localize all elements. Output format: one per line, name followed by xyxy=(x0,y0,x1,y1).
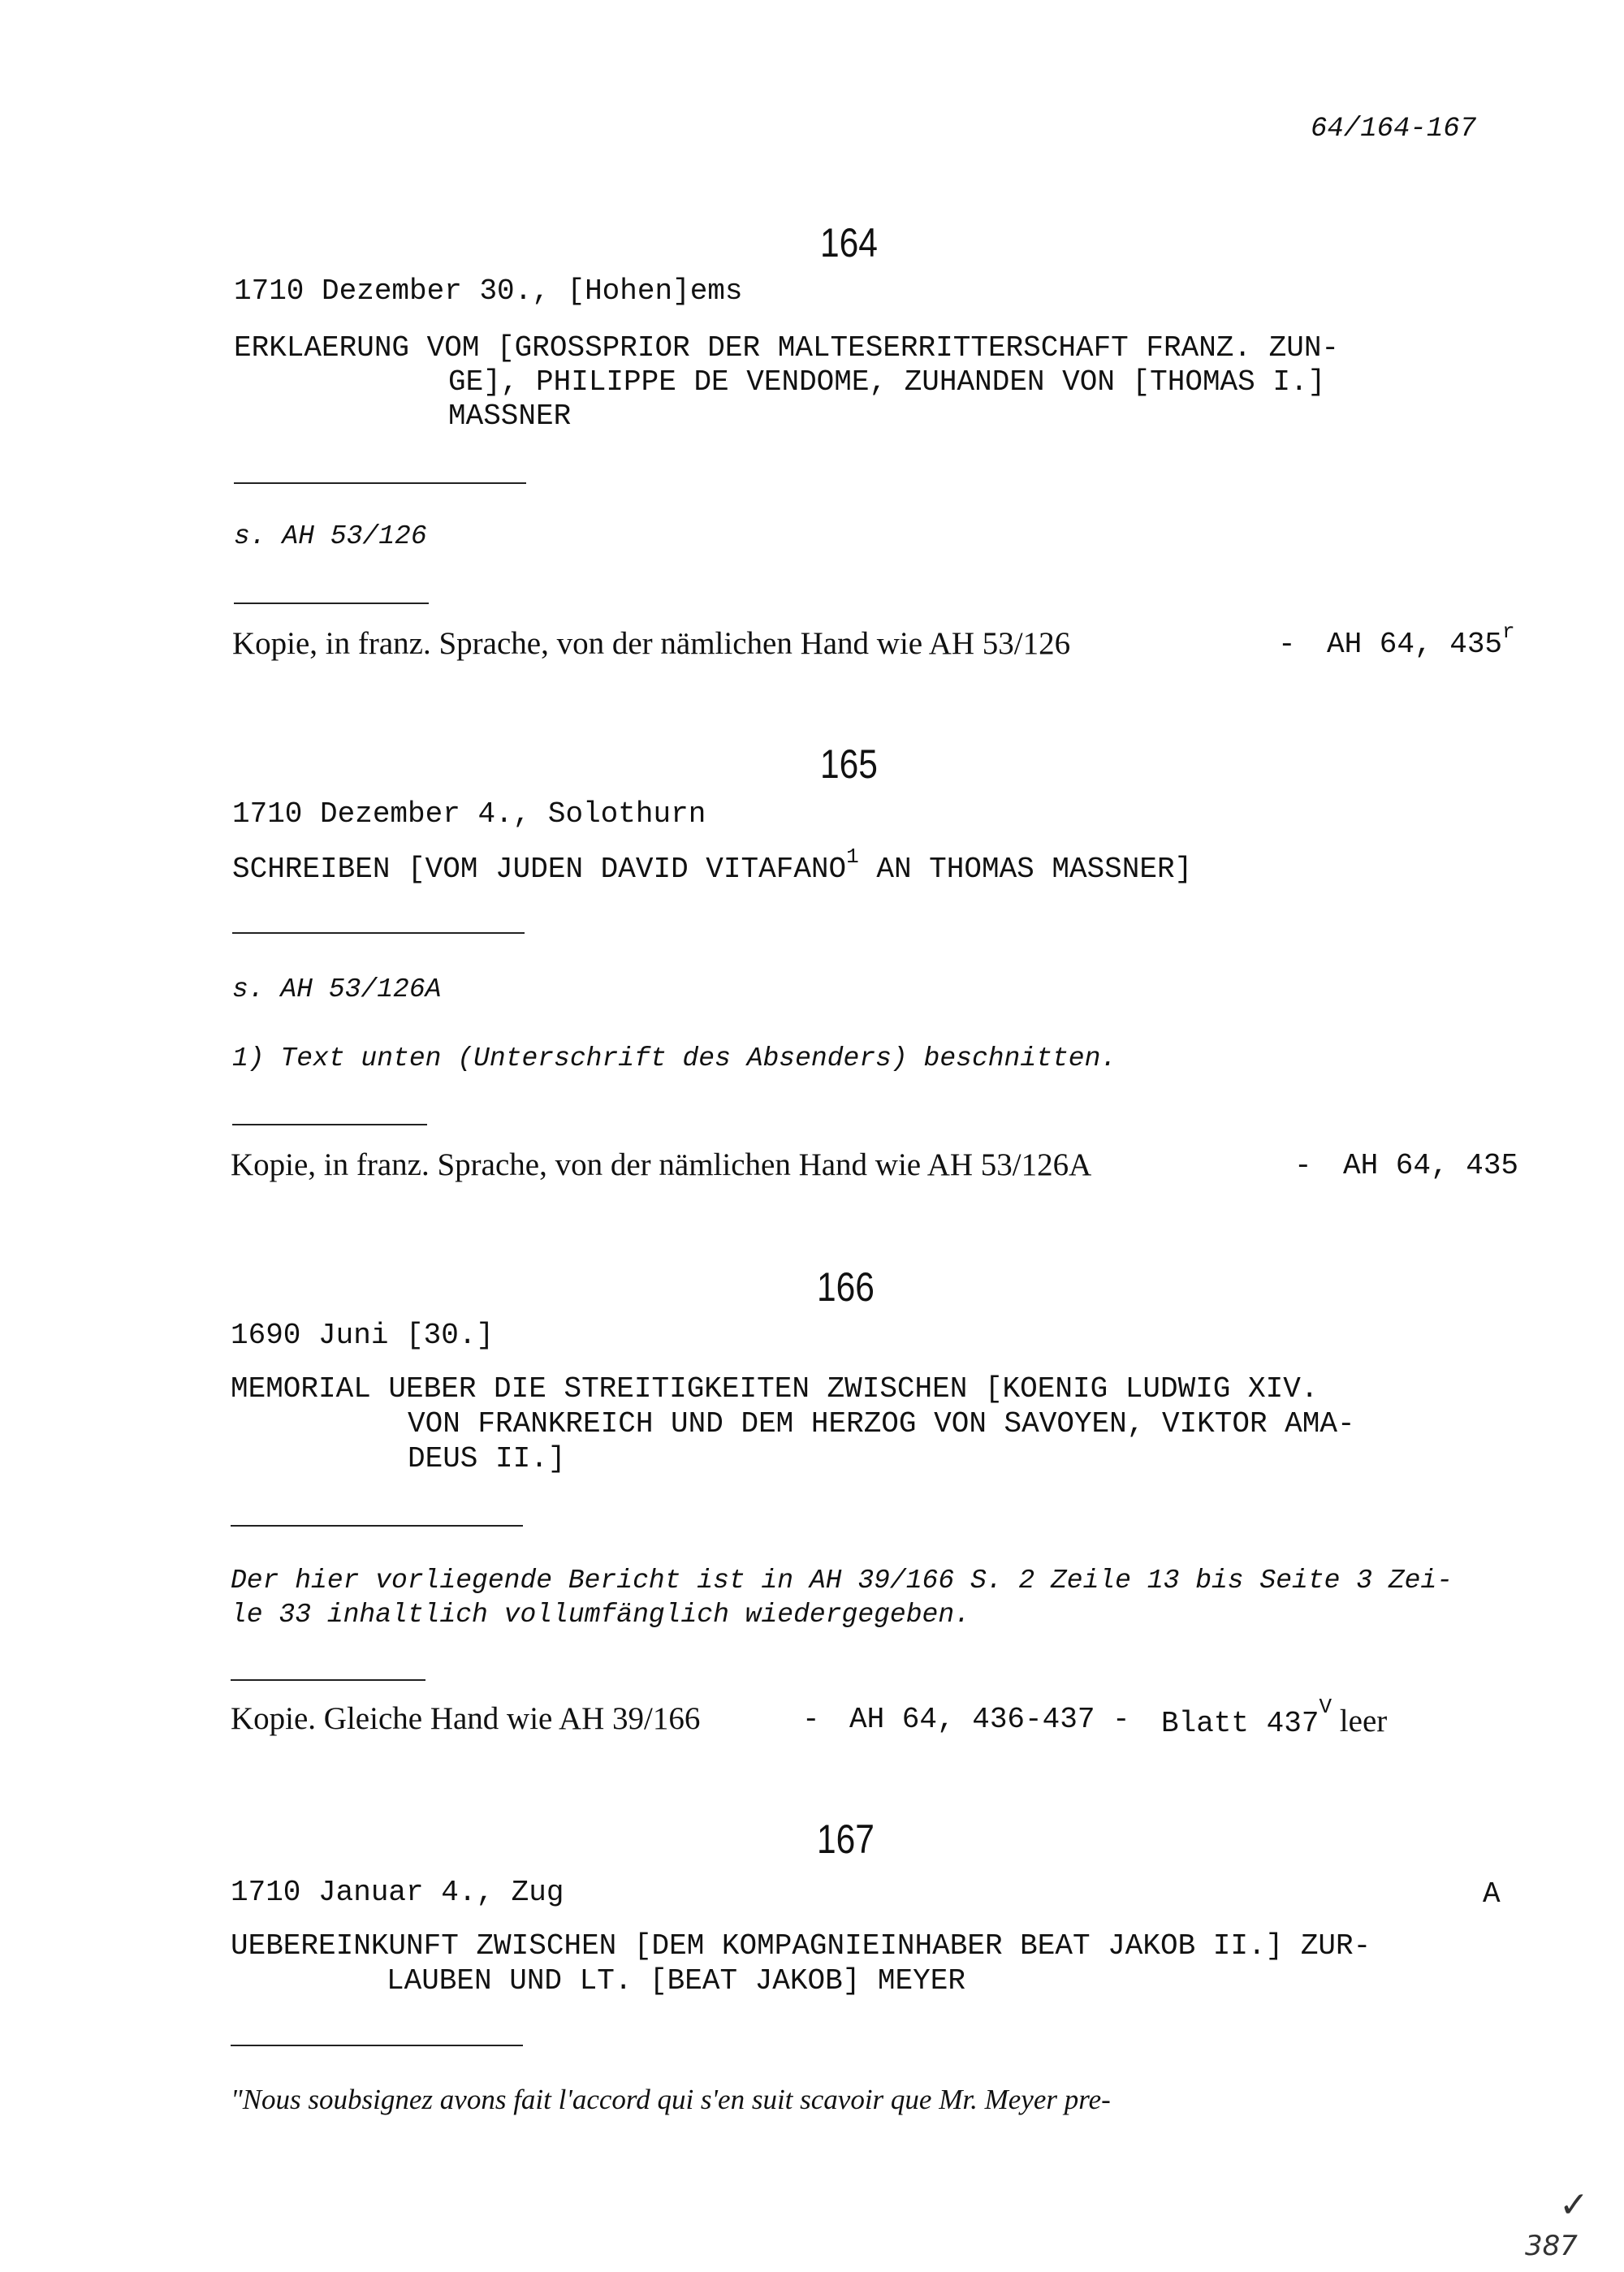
entry-title-line: VON FRANKREICH UND DEM HERZOG VON SAVOYEN, VIKTOR AMA- xyxy=(408,1407,1355,1441)
entry-number: 164 xyxy=(820,220,878,266)
entry-title-line: ERKLAERUNG VOM [GROSSPRIOR DER MALTESERRITTERSCHAFT FRANZ. ZUN- xyxy=(234,331,1340,365)
entry-date-place: 1710 Dezember 30., [Hohen]ems xyxy=(234,274,743,308)
footnote: 1) Text unten (Unterschrift des Absenders) beschnitten. xyxy=(232,1043,1117,1073)
copy-description: Kopie, in franz. Sprache, von der nämlichen Hand wie AH 53/126A xyxy=(231,1147,1092,1182)
dash-separator: - xyxy=(1278,628,1296,661)
entry-note-line: le 33 inhaltlich vollumfänglich wiedergegeben. xyxy=(231,1600,970,1630)
entry-title-line: MASSNER xyxy=(448,400,572,433)
entry-marker: A xyxy=(1483,1877,1501,1911)
handwritten-page-number: 387 xyxy=(1525,2230,1578,2262)
entry-number: 166 xyxy=(817,1264,875,1310)
entry-date-place: 1710 Dezember 4., Solothurn xyxy=(232,797,706,831)
page-reference: 64/164-167 xyxy=(1311,114,1477,145)
separator-rule xyxy=(231,1679,425,1681)
entry-title-line: UEBEREINKUNFT ZWISCHEN [DEM KOMPAGNIEINHABER BEAT JAKOB II.] ZUR- xyxy=(231,1929,1371,1963)
entry-number: 167 xyxy=(817,1816,875,1862)
entry-title-line: MEMORIAL UEBER DIE STREITIGKEITEN ZWISCHEN [KOENIG LUDWIG XIV. xyxy=(231,1372,1319,1406)
archive-reference: AH 64, 435$^r$ xyxy=(1327,620,1515,661)
entry-date-place: 1710 Januar 4., Zug xyxy=(231,1876,564,1909)
archive-reference: AH 64, 436-437 xyxy=(849,1703,1095,1736)
copy-description: Kopie. Gleiche Hand wie AH 39/166 xyxy=(231,1701,701,1736)
check-mark-icon: ✓ xyxy=(1559,2184,1589,2226)
footnote-marker: 1 xyxy=(846,844,859,869)
entry-number: 165 xyxy=(820,741,878,787)
separator-rule xyxy=(231,2045,523,2046)
separator-rule xyxy=(232,932,525,934)
dash-separator: - xyxy=(1112,1703,1130,1736)
entry-note: s. AH 53/126 xyxy=(234,521,427,551)
entry-date-place: 1690 Juni [30.] xyxy=(231,1319,495,1352)
entry-title-line: LAUBEN UND LT. [BEAT JAKOB] MEYER xyxy=(387,1964,965,1998)
entry-title-line: DEUS II.] xyxy=(408,1442,566,1475)
dash-separator: - xyxy=(802,1703,820,1736)
archive-reference: AH 64, 435 xyxy=(1343,1149,1519,1182)
separator-rule xyxy=(231,1525,523,1527)
entry-title-line: GE], PHILIPPE DE VENDOME, ZUHANDEN VON [THOMAS I.] xyxy=(448,365,1326,399)
separator-rule xyxy=(234,603,429,604)
entry-note: s. AH 53/126A xyxy=(232,974,442,1004)
quote-text: "Nous soubsignez avons fait l'accord qui s'en suit scavoir que Mr. Meyer pre- xyxy=(231,2084,1111,2115)
separator-rule xyxy=(234,482,526,484)
dash-separator: - xyxy=(1294,1149,1312,1182)
blank-leaf-note: Blatt $437^V$ leer xyxy=(1161,1695,1388,1740)
entry-title: SCHREIBEN [VOM JUDEN DAVID VITAFANO$^1$ AN THOMAS MASSNER] xyxy=(232,844,1193,886)
separator-rule xyxy=(232,1124,427,1125)
entry-note-line: Der hier vorliegende Bericht ist in AH 39/166 S. 2 Zeile 13 bis Seite 3 Zei- xyxy=(231,1566,1453,1596)
copy-description: Kopie, in franz. Sprache, von der nämlichen Hand wie AH 53/126 xyxy=(232,626,1071,661)
